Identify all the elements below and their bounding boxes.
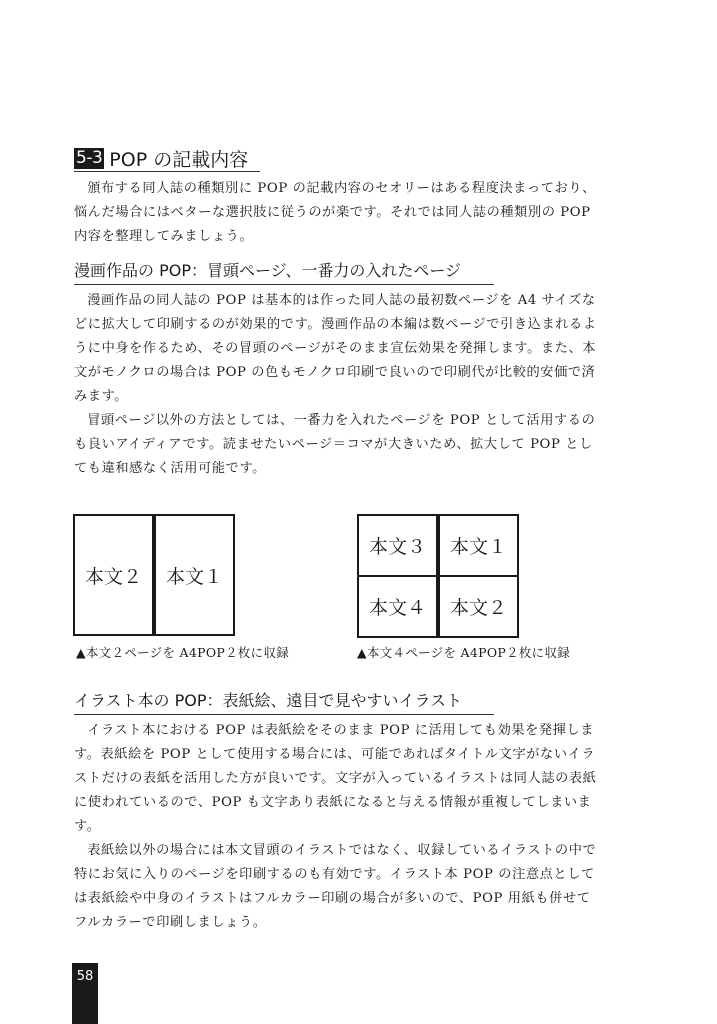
page-number: 58 bbox=[72, 963, 98, 1024]
section-number: 5-3 bbox=[76, 147, 103, 168]
page-box: 本文４ bbox=[357, 575, 438, 638]
illust-paragraph-1: イラスト本における POP は表紙絵をそのまま POP に活用しても効果を発揮します。表紙絵を POP として使用する場合には、可能であればタイトル文字がないイラストだけの表紙を活用した方が良いです。文字が入っているイラストは同人誌の表紙に使われているので、POP も文字あり表紙になると与える情報が重複してしまいます。 bbox=[74, 723, 597, 834]
section-title-text: POP の記載内容 bbox=[109, 148, 249, 171]
page-box: 本文１ bbox=[154, 514, 235, 636]
manga-paragraph-1: 漫画作品の同人誌の POP は基本的は作った同人誌の最初数ページを A4 サイズなどに拡大して印刷するのが効果的です。漫画作品の本編は数ページで引き込まれるように中身を作るため、その冒頭のページがそのまま宣伝効果を発揮します。また、本文がモノクロの場合は POP の色もモノクロ印刷で良いので印刷代が比較的安価で済みます。 bbox=[74, 293, 597, 404]
intro-paragraph: 頒布する同人誌の種類別に POP の記載内容のセオリーはある程度決まっており、悩んだ場合にはベターな選択肢に従うのが楽です。それでは同人誌の種類別の POP 内容を整理してみましょう。 bbox=[74, 181, 596, 244]
page-box: 本文３ bbox=[357, 514, 438, 577]
illust-paragraph-2: 表紙絵以外の場合には本文冒頭のイラストではなく、収録しているイラストの中で特にお気に入りのページを印刷するのも有効です。イラスト本 POP の注意点としては表紙絵や中身のイラストはフルカラー印刷の場合が多いので、POP 用紙も併せてフルカラーで印刷しましょう。 bbox=[74, 843, 597, 930]
illust-pop-heading: イラスト本の POP：表紙絵、遠目で見やすいイラスト bbox=[74, 690, 494, 715]
page-box: 本文２ bbox=[438, 575, 519, 638]
figure-caption-right: ▲本文４ページを A4POP２枚に収録 bbox=[357, 645, 571, 660]
manga-pop-heading: 漫画作品の POP：冒頭ページ、一番力の入れたページ bbox=[74, 260, 494, 285]
page-box: 本文１ bbox=[438, 514, 519, 577]
figure-caption-left: ▲本文２ページを A4POP２枚に収録 bbox=[76, 645, 290, 660]
page-box: 本文２ bbox=[73, 514, 154, 636]
manga-paragraph-2: 冒頭ページ以外の方法としては、一番力を入れたページを POP として活用するのも良いアイディアです。読ませたいページ＝コマが大きいため、拡大して POP としても違和感なく活用可能です。 bbox=[74, 413, 596, 476]
section-title bbox=[74, 145, 260, 172]
